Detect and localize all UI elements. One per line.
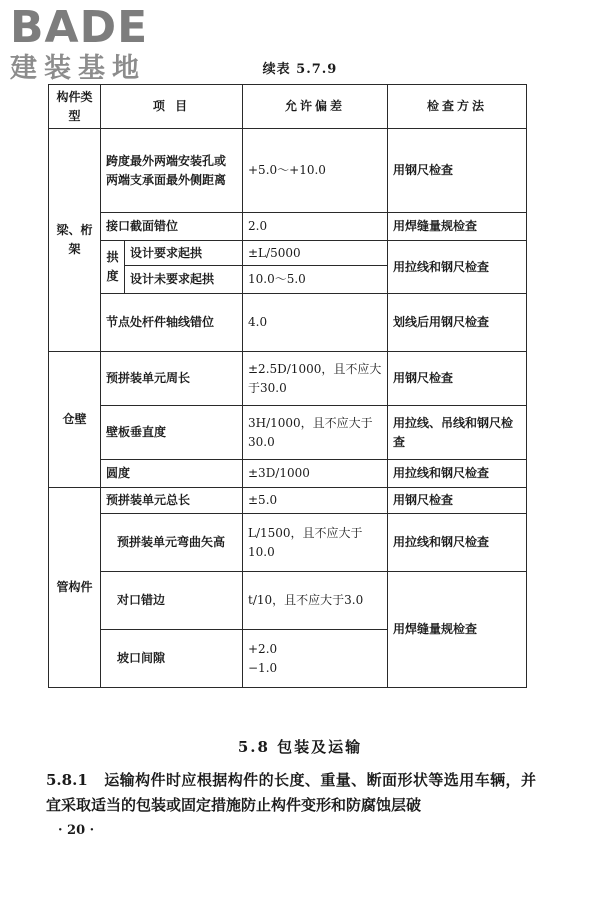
row-wall-roundness-method: 用拉线和钢尺检查 bbox=[388, 460, 527, 488]
row-joint-item: 接口截面错位 bbox=[101, 213, 243, 241]
header-tolerance: 允许偏差 bbox=[243, 85, 388, 129]
row-pipe-misalign-item: 对口错边 bbox=[101, 572, 243, 630]
logo-wordmark: BADE bbox=[10, 2, 149, 53]
table-row bbox=[49, 572, 527, 630]
clause-text: 运输构件时应根据构件的长度、重量、断面形状等选用车辆，并宜采取适当的包装或固定措施防止构件变形和防腐蚀层破 bbox=[46, 771, 536, 814]
row-wall-verticality-tolerance: 3H/1000，且不应大于30.0 bbox=[243, 406, 388, 460]
row-wall-roundness-item: 圆度 bbox=[101, 460, 243, 488]
row-node-item: 节点处杆件轴线错位 bbox=[101, 294, 243, 352]
table-row bbox=[49, 129, 527, 213]
row-camber-required-tolerance: ±L/5000 bbox=[243, 241, 388, 266]
group-pipe: 管构件 bbox=[49, 488, 101, 688]
page-number: · 20 · bbox=[58, 823, 95, 838]
tolerance-table bbox=[48, 84, 527, 688]
table-row bbox=[49, 294, 527, 352]
row-wall-perimeter-method: 用钢尺检查 bbox=[388, 352, 527, 406]
logo-subtitle: 建装基地 bbox=[10, 53, 146, 84]
row-pipe-bend-method: 用拉线和钢尺检查 bbox=[388, 514, 527, 572]
row-camber-method: 用拉线和钢尺检查 bbox=[388, 241, 527, 294]
row-pipe-gap-item: 坡口间隙 bbox=[101, 630, 243, 688]
row-node-tolerance: 4.0 bbox=[243, 294, 388, 352]
row-pipe-gap-tolerance bbox=[243, 630, 388, 688]
row-node-method: 划线后用钢尺检查 bbox=[388, 294, 527, 352]
gap-lower-value: −1.0 bbox=[248, 660, 278, 675]
row-joint-tolerance: 2.0 bbox=[243, 213, 388, 241]
row-pipe-bend-tolerance: L/1500，且不应大于10.0 bbox=[243, 514, 388, 572]
row-camber-notrequired-item: 设计未要求起拱 bbox=[125, 266, 243, 294]
table-row bbox=[49, 241, 527, 266]
header-type: 构件类型 bbox=[49, 85, 101, 129]
row-camber-notrequired-tolerance: 10.0～5.0 bbox=[243, 266, 388, 294]
table-title: 续表 5.7.9 bbox=[262, 62, 338, 77]
row-joint-method: 用焊缝量规检查 bbox=[388, 213, 527, 241]
row-wall-verticality-item: 壁板垂直度 bbox=[101, 406, 243, 460]
table-row bbox=[49, 514, 527, 572]
row-pipe-misalign-tolerance: t/10，且不应大于3.0 bbox=[243, 572, 388, 630]
table-header-row bbox=[49, 85, 527, 129]
gap-upper-value: +2.0 bbox=[248, 641, 278, 656]
header-item: 项 目 bbox=[101, 85, 243, 129]
row-wall-perimeter-item: 预拼装单元周长 bbox=[101, 352, 243, 406]
table-row bbox=[49, 213, 527, 241]
row-pipe-weld-method: 用焊缝量规检查 bbox=[388, 572, 527, 688]
row-pipe-bend-item: 预拼装单元弯曲矢高 bbox=[101, 514, 243, 572]
row-span-tolerance: +5.0～+10.0 bbox=[243, 129, 388, 213]
row-pipe-length-method: 用钢尺检查 bbox=[388, 488, 527, 514]
table-row bbox=[49, 460, 527, 488]
group-beam: 梁、桁架 bbox=[49, 129, 101, 352]
row-wall-perimeter-tolerance: ±2.5D/1000，且不应大于30.0 bbox=[243, 352, 388, 406]
group-wall: 仓壁 bbox=[49, 352, 101, 488]
row-camber-required-item: 设计要求起拱 bbox=[125, 241, 243, 266]
camber-label: 拱度 bbox=[101, 241, 125, 294]
section-title: 5.8 包装及运输 bbox=[237, 738, 363, 756]
row-pipe-length-tolerance: ±5.0 bbox=[243, 488, 388, 514]
row-span-method: 用钢尺检查 bbox=[388, 129, 527, 213]
row-span-item: 跨度最外两端安装孔或两端支承面最外侧距离 bbox=[101, 129, 243, 213]
table-row bbox=[49, 406, 527, 460]
table-row bbox=[49, 488, 527, 514]
row-pipe-length-item: 预拼装单元总长 bbox=[101, 488, 243, 514]
clause-paragraph bbox=[46, 768, 536, 818]
header-method: 检查方法 bbox=[388, 85, 527, 129]
row-wall-roundness-tolerance: ±3D/1000 bbox=[243, 460, 388, 488]
clause-number: 5.8.1 bbox=[46, 771, 88, 789]
row-wall-verticality-method: 用拉线、吊线和钢尺检查 bbox=[388, 406, 527, 460]
table-row bbox=[49, 352, 527, 406]
